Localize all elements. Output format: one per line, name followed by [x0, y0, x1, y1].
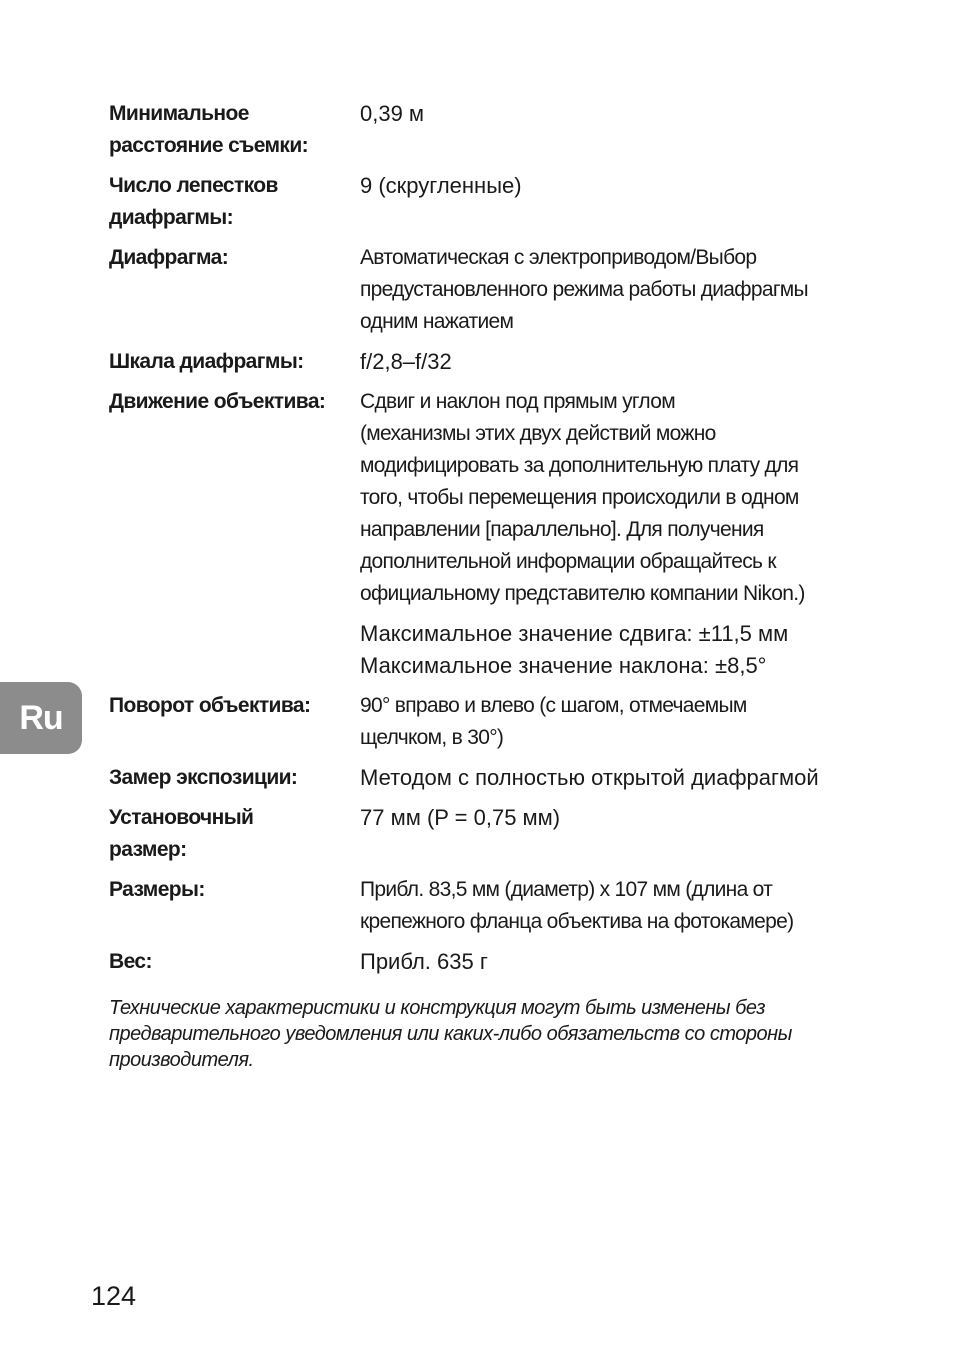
- spec-value-paragraph: [360, 346, 849, 378]
- spec-value: [360, 170, 849, 202]
- spec-value-line: Автоматическая с электроприводом/Выбор: [360, 246, 757, 269]
- spec-value: [360, 690, 849, 754]
- spec-label: [109, 762, 360, 794]
- spec-label: [109, 946, 360, 978]
- spec-row: [109, 242, 849, 338]
- spec-value-line: 77 мм (P = 0,75 мм): [360, 805, 561, 830]
- spec-value-paragraph: [360, 98, 849, 130]
- spec-label: [109, 802, 360, 866]
- spec-value-paragraph: [360, 874, 849, 938]
- spec-label-line: Поворот объектива:: [109, 694, 311, 717]
- spec-table: [109, 98, 849, 978]
- spec-label: [109, 690, 360, 722]
- spec-value-line: Сдвиг и наклон под прямым углом: [360, 390, 675, 413]
- spec-row: [109, 170, 849, 234]
- spec-value-line: Методом с полностью открытой диафрагмой: [360, 765, 819, 790]
- spec-value-line: направлении [параллельно]. Для получения: [360, 518, 764, 541]
- spec-label-line: размер:: [109, 838, 187, 861]
- disclaimer-note: [109, 995, 849, 1073]
- spec-value-paragraph: [360, 762, 849, 794]
- spec-value: [360, 946, 849, 978]
- spec-row: [109, 802, 849, 866]
- spec-value: [360, 346, 849, 378]
- spec-value-line: официальному представителю компании Nikon.): [360, 582, 805, 605]
- spec-value-line: 90° вправо и влево (с шагом, отмечаемым: [360, 694, 747, 717]
- page-number: 124: [91, 1281, 137, 1311]
- spec-value: [360, 386, 849, 682]
- spec-row: [109, 874, 849, 938]
- spec-value-line: Прибл. 635 г: [360, 949, 488, 974]
- spec-label: [109, 170, 360, 234]
- spec-label-line: Шкала диафрагмы:: [109, 350, 304, 373]
- spec-value-paragraph: [360, 690, 849, 754]
- spec-value-line: дополнительной информации обращайтесь к: [360, 550, 776, 573]
- spec-value-line: щелчком, в 30°): [360, 726, 504, 749]
- spec-label-line: Минимальное: [109, 102, 249, 125]
- spec-value-line: предустановленного режима работы диафрагмы: [360, 278, 808, 301]
- spec-value-line: одним нажатием: [360, 310, 514, 333]
- note-line: предварительного уведомления или каких-либо обязательств со стороны: [109, 1023, 792, 1045]
- spec-value-line: 0,39 м: [360, 101, 425, 126]
- spec-value-paragraph: [360, 946, 849, 978]
- spec-row: [109, 98, 849, 162]
- spec-value-line: f/2,8–f/32: [360, 349, 452, 374]
- spec-value: [360, 242, 849, 338]
- spec-value-line: крепежного фланца объектива на фотокамере): [360, 910, 794, 933]
- spec-value-line: Максимальное значение сдвига: ±11,5 мм: [360, 621, 789, 646]
- spec-label-line: Диафрагма:: [109, 246, 229, 269]
- spec-value: [360, 802, 849, 834]
- language-tab-label: Ru: [19, 698, 63, 737]
- spec-value-paragraph: [360, 242, 849, 338]
- spec-label-line: Установочный: [109, 806, 254, 829]
- spec-label: [109, 346, 360, 378]
- spec-row: [109, 762, 849, 794]
- spec-value-line: того, чтобы перемещения происходили в одном: [360, 486, 799, 509]
- spec-label-line: Замер экспозиции:: [109, 766, 298, 789]
- spec-value-paragraph: [360, 170, 849, 202]
- spec-value: [360, 874, 849, 938]
- spec-row: [109, 346, 849, 378]
- spec-value-line: Максимальное значение наклона: ±8,5°: [360, 653, 767, 678]
- spec-label: [109, 874, 360, 906]
- spec-label-line: Число лепестков: [109, 174, 278, 197]
- note-line: Технические характеристики и конструкция могут быть изменены без: [109, 997, 766, 1019]
- spec-value: [360, 98, 849, 130]
- spec-value-line: Прибл. 83,5 мм (диаметр) x 107 мм (длина от: [360, 878, 773, 901]
- spec-row: [109, 386, 849, 682]
- spec-label-line: Движение объектива:: [109, 390, 326, 413]
- spec-label: [109, 98, 360, 162]
- spec-label: [109, 386, 360, 418]
- language-tab: [0, 682, 82, 754]
- spec-label: [109, 242, 360, 274]
- spec-value-paragraph: [360, 386, 849, 610]
- note-line: производителя.: [109, 1049, 254, 1071]
- spec-label-line: диафрагмы:: [109, 206, 234, 229]
- spec-value-line: (механизмы этих двух действий можно: [360, 422, 716, 445]
- spec-row: [109, 946, 849, 978]
- spec-label-line: расстояние съемки:: [109, 134, 309, 157]
- spec-value-paragraph: [360, 802, 849, 834]
- spec-value: [360, 762, 849, 794]
- spec-value-line: модифицировать за дополнительную плату для: [360, 454, 799, 477]
- spec-value-paragraph: [360, 618, 849, 682]
- spec-label-line: Размеры:: [109, 878, 205, 901]
- spec-label-line: Вес:: [109, 950, 152, 973]
- spec-row: [109, 690, 849, 754]
- spec-value-line: 9 (скругленные): [360, 173, 522, 198]
